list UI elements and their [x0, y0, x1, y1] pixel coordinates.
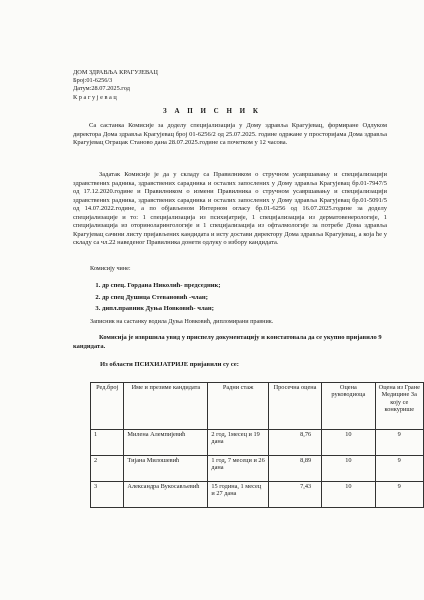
institution-name: ДОМ ЗДРАВЉА КРАГУЈЕВАЦ — [73, 69, 158, 76]
document-date: Датум:28.07.2025.год — [73, 85, 130, 93]
average-grade: 7,43 — [268, 482, 321, 508]
work-experience: 2 год, 1месец и 19 дана — [208, 430, 269, 456]
header-cell: Просечна оцена — [268, 383, 321, 430]
average-grade: 8,89 — [268, 456, 321, 482]
candidate-name: Милена Алемпијевић — [124, 430, 208, 456]
table-row — [91, 456, 424, 482]
row-number: 3 — [91, 482, 124, 508]
manager-grade: 10 — [322, 430, 375, 456]
header-cell: Ред.број — [91, 383, 124, 430]
work-experience: 15 година, 1 месец и 27 дана — [208, 482, 269, 508]
branch-grade: 9 — [375, 482, 423, 508]
manager-grade: 10 — [322, 456, 375, 482]
member-item: 2. др спец Душица Стевановић -члан; — [102, 292, 221, 304]
candidate-name: Александра Вукосављевић — [124, 482, 208, 508]
member-item: 1. др спец. Гордана Николић- председник; — [102, 280, 221, 292]
candidates-table — [90, 382, 424, 508]
recorder-note: Записник на састанку водила Дуња Новковић, дипломирани правник. — [90, 318, 274, 325]
document-title: З А П И С Н И К — [163, 107, 261, 115]
document-number: Број:01-6256/3 — [73, 77, 113, 85]
members-label: Комисију чине: — [90, 265, 131, 272]
candidate-name: Тијана Милошевић — [124, 456, 208, 482]
intro-paragraph: Са састанка Комисије за доделу специјализација у Дому здравља Крагујевац, формиране Одлуком директора Дома здравља Крагујевац број 01-6256/2 од 25.07.2025. године одржане у просторијама Дома здравља Крагујевац Ограцак Станово дана 28.07.2025.године са почетком у 12 часова. — [73, 122, 387, 147]
header-cell: Име и презиме кандидата — [124, 383, 208, 430]
branch-grade: 9 — [375, 456, 423, 482]
table-row — [91, 482, 424, 508]
task-paragraph: Задатак Комисије је да у складу са Правилником о стручном усавршавању и специјализацији здравствених радника, здравствених сарадника и осталих запослених у Дому здравља Крагујевац бр.01-7947/5 од 17.12.2020.године и Правилником о измени Правилника о стручном усавршавању и специјализацији здравствених радника, здравствених сарадника и осталих запослених у Дому здравља Крагујевац бр.01-5091/5 од 14.07.2022.године, а по објављеном Интерном огласу бр.01-6256 од 16.07.2025.године за доделу специјализације и то: 1 специјализација из психијатрије, 1 специјализација из дерматовенерологије, 1 специјализација из оториноларингологије и 1 специјализација из офталмологије за потребе Дома здравља Крагујевац сачини листу пријављених кандидата и исту достави директору Дома здравља Крагујевац, а која ће у складу са чл.22 наведеног Правилника донети одлуку о избору кандидата. — [73, 171, 387, 247]
header-cell: Оцена из Гране Медицине За коју се конкурише — [375, 383, 423, 430]
members-list — [88, 280, 221, 315]
member-item: 3. дипл.правник Дуња Новковић- члан; — [102, 303, 221, 315]
header-cell: Оцена руководиоца — [322, 383, 375, 430]
row-number: 2 — [91, 456, 124, 482]
document-city: К р а г у ј е в а ц — [73, 93, 117, 101]
manager-grade: 10 — [322, 482, 375, 508]
header-cell: Радни стаж — [208, 383, 269, 430]
branch-grade: 9 — [375, 430, 423, 456]
review-paragraph: Комисија је извршила увид у приспелу документацију и констатовала да се укупно пријавило 9 кандидата. — [73, 334, 382, 350]
table-row — [91, 430, 424, 456]
row-number: 1 — [91, 430, 124, 456]
average-grade: 8,76 — [268, 430, 321, 456]
table-header-row — [91, 383, 424, 430]
document-header — [73, 69, 158, 102]
work-experience: 1 год, 7 месеци и 26 дана — [208, 456, 269, 482]
section-title: Из области ПСИХИЈАТРИЈЕ пријавили су се: — [100, 361, 239, 368]
